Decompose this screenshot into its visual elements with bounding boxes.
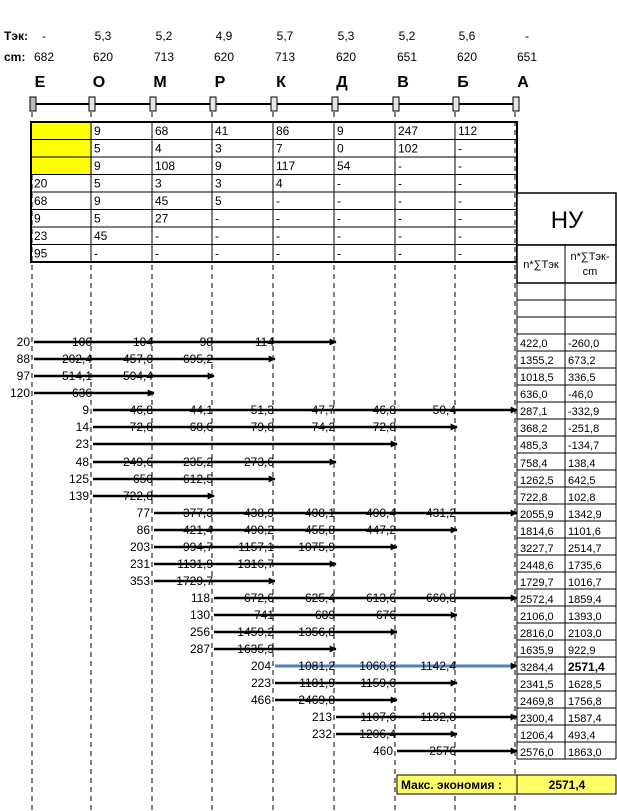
flow-passengers: 77 xyxy=(136,506,150,520)
flow-segment-value: 741 xyxy=(253,608,274,622)
nu-sum-tek-cm: 2514,7 xyxy=(568,543,602,555)
station-marker xyxy=(393,97,399,111)
flow-row xyxy=(76,420,600,435)
header-row-cm xyxy=(4,50,537,64)
matrix-cell: - xyxy=(398,211,402,226)
matrix-cell: 9 xyxy=(94,124,101,138)
nu-sum-tek-cm: 1101,6 xyxy=(568,526,601,538)
flow-passengers: 97 xyxy=(16,369,30,383)
flow-segment-value: 1131,9 xyxy=(177,557,213,571)
flow-segment-value: 672,6 xyxy=(243,591,274,605)
flow-segment-value: 1356,8 xyxy=(298,625,335,639)
station-marker xyxy=(453,97,459,111)
nu-sum-tek: 1814,6 xyxy=(520,526,554,538)
matrix-cell: 68 xyxy=(34,194,48,208)
flow-segment-value: 650 xyxy=(132,472,153,486)
tek-value: 4,9 xyxy=(215,29,233,43)
cm-label: cm: xyxy=(4,50,26,64)
station-label: Е xyxy=(34,74,46,91)
flow-segment-value: 2576 xyxy=(429,744,456,758)
matrix-highlight-cell xyxy=(32,140,92,157)
station-marker xyxy=(30,97,36,111)
od-matrix xyxy=(31,122,517,262)
matrix-cell: 3 xyxy=(215,176,222,191)
tek-value: - xyxy=(42,29,46,43)
nu-sum-tek-cm: 642,5 xyxy=(568,475,596,487)
flow-passengers: 287 xyxy=(189,642,210,656)
flow-row xyxy=(10,386,593,401)
cm-value: 651 xyxy=(396,50,418,64)
station-marker xyxy=(513,97,519,111)
flow-segment-value: 235,2 xyxy=(182,455,213,469)
flow-passengers: 125 xyxy=(68,472,89,486)
cm-value: 620 xyxy=(92,50,114,64)
matrix-cell: 68 xyxy=(155,124,169,138)
flow-segment-value: 74,2 xyxy=(311,420,335,434)
nu-sum-tek-cm: 1863,0 xyxy=(568,747,602,759)
matrix-cell: 45 xyxy=(155,194,169,208)
flow-row xyxy=(130,540,602,555)
cm-value: 713 xyxy=(153,50,175,64)
matrix-cell: - xyxy=(398,229,402,243)
station-label: Д xyxy=(336,74,348,91)
flow-segment-value: 504,4 xyxy=(122,369,153,383)
station-label: К xyxy=(276,74,286,91)
flow-row xyxy=(190,625,602,640)
nu-sum-tek: 2469,8 xyxy=(520,696,554,708)
flow-segment-value: 114 xyxy=(254,335,274,349)
flow-segment-value: 1075,9 xyxy=(298,540,335,554)
flow-passengers: 86 xyxy=(136,523,150,537)
flow-segment-value: 249,6 xyxy=(122,455,153,469)
nu-sum-tek: 368,2 xyxy=(520,423,548,435)
nu-sum-tek-cm: 493,4 xyxy=(568,730,596,742)
matrix-cell: - xyxy=(337,211,341,226)
flow-segment-value: 44,1 xyxy=(189,403,213,417)
flow-row xyxy=(251,676,602,691)
max-savings-label: Макс. экономия : xyxy=(401,778,502,792)
flow-row xyxy=(312,710,602,725)
nu-sum-tek-cm: 2571,4 xyxy=(568,660,605,674)
flow-passengers: 130 xyxy=(189,608,210,622)
matrix-cell: 95 xyxy=(34,246,48,261)
flow-segment-value: 455,8 xyxy=(304,523,335,537)
matrix-cell: - xyxy=(458,211,462,226)
station-label: Б xyxy=(457,74,469,91)
flow-segment-value: 1635,9 xyxy=(237,642,274,656)
nu-sum-tek: 3284,4 xyxy=(520,662,554,674)
matrix-cell: 102 xyxy=(398,141,419,156)
matrix-cell: 3 xyxy=(155,176,162,191)
station-label: О xyxy=(92,74,106,91)
station-label: М xyxy=(153,74,167,91)
flow-segment-value: 1159,6 xyxy=(360,676,396,690)
flow-segment-value: 994,7 xyxy=(182,540,213,554)
flow-passengers: 466 xyxy=(250,693,271,707)
nu-sum-tek-cm: 102,8 xyxy=(568,492,596,504)
nu-sum-tek-cm: -260,0 xyxy=(568,338,600,350)
flow-segment-value: 72,8 xyxy=(372,420,396,434)
matrix-cell: - xyxy=(337,194,341,208)
matrix-cell: 9 xyxy=(94,159,101,173)
max-savings-box xyxy=(397,775,616,794)
matrix-cell: - xyxy=(458,194,462,208)
matrix-highlight-cell xyxy=(32,158,92,175)
flow-row xyxy=(17,369,596,384)
station-label: А xyxy=(517,74,529,91)
nu-sum-tek-cm: -134,7 xyxy=(568,440,600,452)
flow-row xyxy=(17,352,596,367)
flow-segment-value: 104 xyxy=(132,335,153,349)
cm-value: 620 xyxy=(456,50,478,64)
station-marker xyxy=(332,97,338,111)
matrix-cell: - xyxy=(155,246,159,261)
matrix-cell: - xyxy=(276,229,280,243)
flow-row xyxy=(137,523,601,538)
flow-row xyxy=(130,574,602,589)
matrix-cell: - xyxy=(276,211,280,226)
flow-segment-value: 98 xyxy=(199,335,213,349)
flow-passengers: 120 xyxy=(9,386,30,400)
matrix-cell: - xyxy=(155,229,159,243)
matrix-cell: 45 xyxy=(94,229,108,243)
matrix-cell: 9 xyxy=(94,194,101,208)
nu-sum-tek-cm: 922,9 xyxy=(568,645,596,657)
nu-sum-tek-cm: 1393,0 xyxy=(568,611,602,623)
flow-passengers: 203 xyxy=(129,540,150,554)
station-marker xyxy=(271,97,277,111)
flow-passengers: 232 xyxy=(311,727,332,741)
nu-sum-tek: 2055,9 xyxy=(520,509,554,521)
matrix-cell: 4 xyxy=(155,141,162,156)
nu-sum-tek: 1635,9 xyxy=(520,645,554,657)
matrix-cell: 0 xyxy=(337,141,344,156)
flow-segment-value: 1060,8 xyxy=(359,659,396,673)
matrix-cell: - xyxy=(215,246,219,261)
nu-sum-tek: 2572,4 xyxy=(520,594,554,606)
flow-segment-value: 1316,7 xyxy=(237,557,274,571)
flow-segment-value: 695,2 xyxy=(182,352,213,366)
flow-row xyxy=(76,455,596,470)
matrix-cell: 9 xyxy=(34,211,41,226)
matrix-cell: 41 xyxy=(215,124,229,138)
tek-value: - xyxy=(525,29,529,43)
matrix-cell: 247 xyxy=(398,124,419,138)
matrix-cell: - xyxy=(276,246,280,261)
flow-row xyxy=(190,608,602,623)
matrix-cell: - xyxy=(458,246,462,261)
flow-segment-value: 1157,1 xyxy=(238,540,274,554)
matrix-cell: - xyxy=(398,246,402,261)
flow-segment-value: 722,8 xyxy=(122,489,153,503)
matrix-cell: - xyxy=(398,194,402,208)
flow-segment-value: 377,3 xyxy=(182,506,213,520)
nu-sum-tek: 2106,0 xyxy=(520,611,554,623)
nu-sum-tek-cm: 138,4 xyxy=(568,458,596,470)
matrix-cell: 112 xyxy=(458,124,478,138)
nu-sum-tek-cm: 1859,4 xyxy=(568,594,602,606)
flow-segment-value: 636 xyxy=(71,386,92,400)
flow-row xyxy=(191,591,602,606)
flow-segment-value: 72,8 xyxy=(129,420,153,434)
matrix-cell: 7 xyxy=(276,141,283,156)
flow-segment-value: 421,4 xyxy=(182,523,213,537)
cm-value: 620 xyxy=(213,50,235,64)
flow-passengers: 204 xyxy=(250,659,271,673)
tek-label: Тэк: xyxy=(4,29,28,43)
flow-segment-value: 50,4 xyxy=(432,403,456,417)
matrix-cell: 23 xyxy=(34,229,48,243)
matrix-cell: - xyxy=(94,246,98,261)
flow-row xyxy=(82,403,599,418)
matrix-cell: 20 xyxy=(34,176,48,191)
matrix-cell: 86 xyxy=(276,124,290,138)
cm-value: 620 xyxy=(335,50,357,64)
flow-passengers: 353 xyxy=(129,574,150,588)
tek-value: 5,6 xyxy=(458,29,476,43)
nu-sum-tek: 2300,4 xyxy=(520,713,554,725)
flow-row xyxy=(251,693,602,708)
cm-value: 713 xyxy=(274,50,296,64)
flow-segment-value: 1729,7 xyxy=(176,574,213,588)
nu-title: НУ xyxy=(550,207,584,234)
flow-passengers: 139 xyxy=(68,489,89,503)
nu-sum-tek: 287,1 xyxy=(520,406,548,418)
nu-sum-tek: 758,4 xyxy=(520,458,548,470)
nu-sum-tek: 1729,7 xyxy=(520,577,554,589)
matrix-cell: 4 xyxy=(276,176,283,191)
matrix-cell: - xyxy=(398,159,402,173)
flow-passengers: 223 xyxy=(250,676,271,690)
flow-segment-value: 1206,4 xyxy=(359,727,396,741)
tek-value: 5,3 xyxy=(337,29,355,43)
flow-row xyxy=(373,744,602,759)
nu-col2-header: n*∑Тэк-cm xyxy=(570,251,610,278)
flow-passengers: 9 xyxy=(82,403,89,417)
nu-sum-tek-cm: 2103,0 xyxy=(568,628,602,640)
nu-sum-tek: 1206,4 xyxy=(520,730,554,742)
flow-segment-value: 47,7 xyxy=(311,403,335,417)
nu-sum-tek: 722,8 xyxy=(520,492,548,504)
matrix-cell: - xyxy=(458,159,462,173)
flow-segment-value: 1181,9 xyxy=(299,676,335,690)
flow-segment-value: 689 xyxy=(314,608,335,622)
nu-sum-tek-cm: 1756,8 xyxy=(568,696,602,708)
flow-segment-value: 1107,6 xyxy=(360,710,396,724)
nu-sum-tek: 2816,0 xyxy=(520,628,554,640)
flow-passengers: 20 xyxy=(16,335,30,349)
station-marker xyxy=(210,97,216,111)
nu-sum-tek: 1018,5 xyxy=(520,372,554,384)
flow-segment-value: 51,3 xyxy=(250,403,274,417)
flow-segment-value: 1081,2 xyxy=(298,659,335,673)
nu-sum-tek-cm: 1628,5 xyxy=(568,679,602,691)
flow-segment-value: 1142,4 xyxy=(420,659,456,673)
flow-segment-value: 447,2 xyxy=(365,523,396,537)
nu-sum-tek-cm: -332,9 xyxy=(568,406,600,418)
flow-row xyxy=(190,642,596,657)
nu-sum-tek: 1355,2 xyxy=(520,355,554,367)
nu-sum-tek: 2576,0 xyxy=(520,747,554,759)
matrix-cell: - xyxy=(458,141,462,156)
matrix-cell: - xyxy=(215,211,219,226)
nu-col1-header: n*∑Тэк xyxy=(523,259,559,271)
tek-value: 5,2 xyxy=(155,29,173,43)
matrix-cell: - xyxy=(276,194,280,208)
matrix-cell: - xyxy=(337,176,341,191)
tek-value: 5,3 xyxy=(94,29,112,43)
flow-passengers: 14 xyxy=(75,420,89,434)
matrix-cell: 108 xyxy=(155,159,176,173)
matrix-cell: 5 xyxy=(94,176,101,191)
nu-sum-tek-cm: -46,0 xyxy=(568,389,594,401)
flow-segment-value: 438,9 xyxy=(243,506,274,520)
matrix-cell: 5 xyxy=(94,141,101,156)
matrix-cell: 5 xyxy=(94,211,101,226)
flow-segment-value: 457,6 xyxy=(122,352,153,366)
nu-sum-tek-cm: 673,2 xyxy=(568,355,596,367)
flow-segment-value: 408,1 xyxy=(304,506,335,520)
flow-passengers: 213 xyxy=(311,710,332,724)
station-axis xyxy=(30,74,529,111)
flow-segment-value: 490,2 xyxy=(243,523,274,537)
matrix-highlight-cell xyxy=(32,123,92,140)
flow-passengers: 256 xyxy=(189,625,210,639)
nu-sum-tek: 485,3 xyxy=(520,440,548,452)
matrix-cell: 27 xyxy=(155,211,169,226)
matrix-cell: 54 xyxy=(337,159,351,173)
flow-row xyxy=(17,335,600,350)
flow-segment-value: 431,2 xyxy=(425,506,456,520)
matrix-cell: - xyxy=(458,176,462,191)
flow-passengers: 118 xyxy=(190,591,210,605)
cm-value: 651 xyxy=(516,50,538,64)
nu-sum-tek: 636,0 xyxy=(520,389,548,401)
flow-segment-value: 613,6 xyxy=(365,591,396,605)
station-marker xyxy=(89,97,95,111)
matrix-cell: 117 xyxy=(276,159,296,173)
max-savings-value: 2571,4 xyxy=(548,778,586,792)
flow-segment-value: 2469,8 xyxy=(298,693,335,707)
matrix-cell: - xyxy=(398,176,402,191)
flow-segment-value: 46,8 xyxy=(129,403,153,417)
flow-row xyxy=(137,506,602,521)
flow-segment-value: 46,8 xyxy=(372,403,396,417)
flow-segment-value: 1192,8 xyxy=(420,710,456,724)
matrix-cell: 3 xyxy=(215,141,222,156)
flow-segment-value: 514,1 xyxy=(61,369,92,383)
matrix-cell: - xyxy=(215,229,219,243)
flow-passengers: 23 xyxy=(75,437,89,451)
flow-segment-value: 202,4 xyxy=(61,352,92,366)
flow-passengers: 48 xyxy=(75,455,89,469)
flow-passengers: 460 xyxy=(372,744,393,758)
flow-segment-value: 68,6 xyxy=(189,420,213,434)
nu-sum-tek: 2448,6 xyxy=(520,560,554,572)
nu-sum-tek-cm: 1735,6 xyxy=(568,560,602,572)
flow-segment-value: 660,8 xyxy=(425,591,456,605)
nu-sum-tek: 3227,7 xyxy=(520,543,554,555)
flow-segment-value: 612,5 xyxy=(182,472,213,486)
station-label: В xyxy=(397,74,409,91)
flow-row xyxy=(251,659,605,674)
flow-row xyxy=(76,437,600,452)
flow-segment-value: 400,4 xyxy=(365,506,396,520)
flow-passengers: 231 xyxy=(129,557,150,571)
matrix-cell: 9 xyxy=(215,159,222,173)
header-row-tek xyxy=(4,29,529,43)
flow-segment-value: 676 xyxy=(375,608,396,622)
matrix-cell: - xyxy=(337,246,341,261)
matrix-cell: 9 xyxy=(337,124,344,138)
flow-segment-value: 273,6 xyxy=(243,455,274,469)
nu-sum-tek-cm: -251,8 xyxy=(568,423,600,435)
station-marker xyxy=(150,97,156,111)
station-label: Р xyxy=(214,74,226,91)
tek-value: 5,7 xyxy=(276,29,294,43)
matrix-cell: 5 xyxy=(215,194,222,208)
nu-sum-tek-cm: 1587,4 xyxy=(568,713,602,725)
flow-segment-value: 79,8 xyxy=(250,420,274,434)
flow-segment-value: 625,4 xyxy=(304,591,335,605)
tek-value: 5,2 xyxy=(398,29,416,43)
flow-row xyxy=(130,557,602,572)
flow-passengers: 88 xyxy=(16,352,30,366)
nu-sum-tek-cm: 1342,9 xyxy=(568,509,602,521)
nu-sum-tek: 1262,5 xyxy=(520,475,554,487)
cm-value: 682 xyxy=(33,50,55,64)
nu-sum-tek: 422,0 xyxy=(520,338,548,350)
nu-sum-tek: 2341,5 xyxy=(520,679,554,691)
flow-segment-value: 1459,2 xyxy=(237,625,274,639)
nu-sum-tek-cm: 1016,7 xyxy=(568,577,602,589)
matrix-cell: - xyxy=(337,229,341,243)
matrix-cell: - xyxy=(458,229,462,243)
flow-row xyxy=(312,727,596,742)
nu-sum-tek-cm: 336,5 xyxy=(568,372,596,384)
flow-segment-value: 106 xyxy=(71,335,92,349)
flow-arrows xyxy=(10,335,605,759)
